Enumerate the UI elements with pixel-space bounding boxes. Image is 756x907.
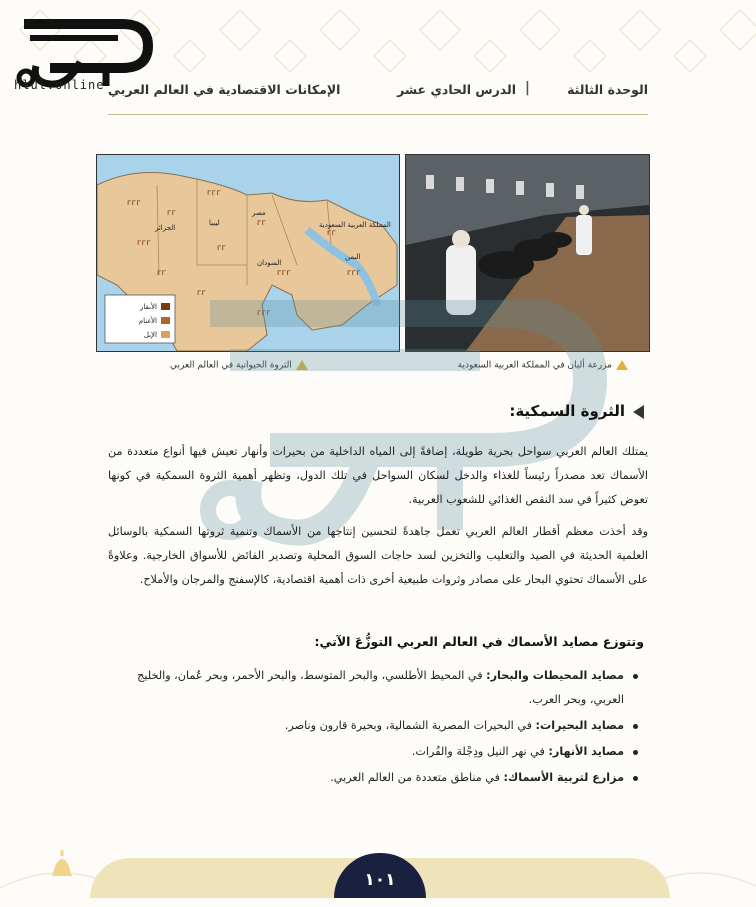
svg-text:ᴦᴦ: ᴦᴦ: [167, 208, 177, 217]
farm-caption-text: مزرعة ألبان في المملكة العربية السعودية: [457, 360, 612, 371]
lamp-ornament-icon: [44, 846, 80, 882]
caption-marker-icon: [616, 360, 628, 370]
section-title: [509, 402, 644, 420]
map-label-sudan: السودان: [257, 259, 282, 267]
svg-text:ᴦᴦ: ᴦᴦ: [327, 228, 337, 237]
map-label-libya: ليبيا: [209, 219, 220, 227]
list-item-label: مصايد المحيطات والبحار:: [486, 669, 624, 682]
unit-title: الوحدة الثالثة: [567, 82, 648, 97]
svg-text:ᴦᴦᴦ: ᴦᴦᴦ: [127, 198, 141, 207]
paragraph-2: وقد أخذت معظم أقطار العالم العربي تعمل جاهدةً لتحسين إنتاجها من الأسماك وتنمية ثروتها السمكية بالوسائل العلمية الحديثة في الصيد والتعليب والتخزين لسد حاجات السوق المحلية وتصدير الفائض للأسواق الخارجية. وعلاوةً على الأسماك تحتوي البحار على مصادر وثروات طبيعية أخرى ذات أهمية اقتصادية، كالإسفنج والمرجان والأملاح.: [108, 525, 648, 586]
legend-sheep: الأغنام: [138, 317, 157, 325]
list-item-text: في نهر النيل ودِجْلة والفُرات.: [411, 745, 549, 758]
list-item: [108, 714, 640, 738]
dairy-farm-photo: [405, 154, 650, 352]
paragraph-1: يمتلك العالم العربي سواحل بحرية طويلة، إضافةً إلى المياه الداخلية من بحيرات وأنهار تعيش فيها أنواع متعددة من الأسماك تعد مصدراً رئيساً للغذاء والدخل لسكان السواحل في تلك الدول، وتظهر أهمية الثروة السمكية في كونها تعوض كثيراً في سد النقص الغذائي للشعوب العربية.: [108, 445, 648, 506]
section-title-text: الثروة السمكية:: [509, 402, 625, 420]
caption-marker-icon: [296, 360, 308, 370]
svg-text:ᴦᴦ: ᴦᴦ: [157, 268, 167, 277]
svg-text:ᴦᴦᴦ: ᴦᴦᴦ: [257, 308, 271, 317]
svg-text:ᴦᴦ: ᴦᴦ: [257, 218, 267, 227]
list-item: [108, 766, 640, 790]
farm-caption: [458, 360, 628, 371]
site-name: hlul.online: [14, 78, 105, 92]
page-number: ١٠١: [334, 853, 426, 898]
map-caption-text: الثروة الحيوانية في العالم العربي: [170, 360, 292, 371]
list-item: [108, 664, 640, 712]
header-separator: |: [524, 80, 530, 96]
section-arrow-icon: [633, 405, 644, 419]
list-item: [108, 740, 640, 764]
topic-title: الإمكانات الاقتصادية في العالم العربي: [108, 82, 341, 97]
livestock-map-image: [96, 154, 400, 352]
legend-cows: الأبقار: [140, 303, 157, 311]
header-rule: [108, 114, 648, 115]
page-header: [108, 76, 648, 102]
lesson-title: الدرس الحادي عشر: [397, 82, 516, 97]
map-label-saudi: المملكة العربية السعودية: [319, 221, 391, 229]
list-item-text: في مناطق متعددة من العالم العربي.: [330, 771, 504, 784]
list-item-label: مزارع لتربية الأسماك:: [503, 771, 624, 784]
svg-text:ᴦᴦ: ᴦᴦ: [217, 243, 227, 252]
svg-text:ᴦᴦᴦ: ᴦᴦᴦ: [207, 188, 221, 197]
svg-text:ᴦᴦᴦ: ᴦᴦᴦ: [347, 268, 361, 277]
fisheries-list: [108, 664, 640, 792]
fisheries-subheading: وتتوزع مصايد الأسماك في العالم العربي التوزُّعَ الآتي:: [314, 634, 644, 649]
svg-text:ᴦᴦ: ᴦᴦ: [197, 288, 207, 297]
map-label-egypt: مصر: [252, 209, 266, 217]
list-item-text: في المحيط الأطلسي، والبحر المتوسط، والبحر الأحمر، وبحر عُمان، والخليج العربي، وبحر العرب.: [137, 669, 624, 706]
list-item-label: مصايد البحيرات:: [535, 719, 624, 732]
svg-text:ᴦᴦᴦ: ᴦᴦᴦ: [137, 238, 151, 247]
legend-camels: الإبل: [143, 331, 157, 339]
map-caption: [170, 360, 308, 371]
list-item-text: في البحيرات المصرية الشمالية، وبحيرة قارون وناصر.: [284, 719, 536, 732]
svg-text:ᴦᴦᴦ: ᴦᴦᴦ: [277, 268, 291, 277]
map-label-algeria: الجزائر: [155, 224, 176, 232]
list-item-label: مصايد الأنهار:: [548, 745, 624, 758]
farm-illustration: [406, 155, 649, 351]
map-label-yemen: اليمن: [345, 253, 361, 261]
map-illustration: [97, 155, 399, 351]
